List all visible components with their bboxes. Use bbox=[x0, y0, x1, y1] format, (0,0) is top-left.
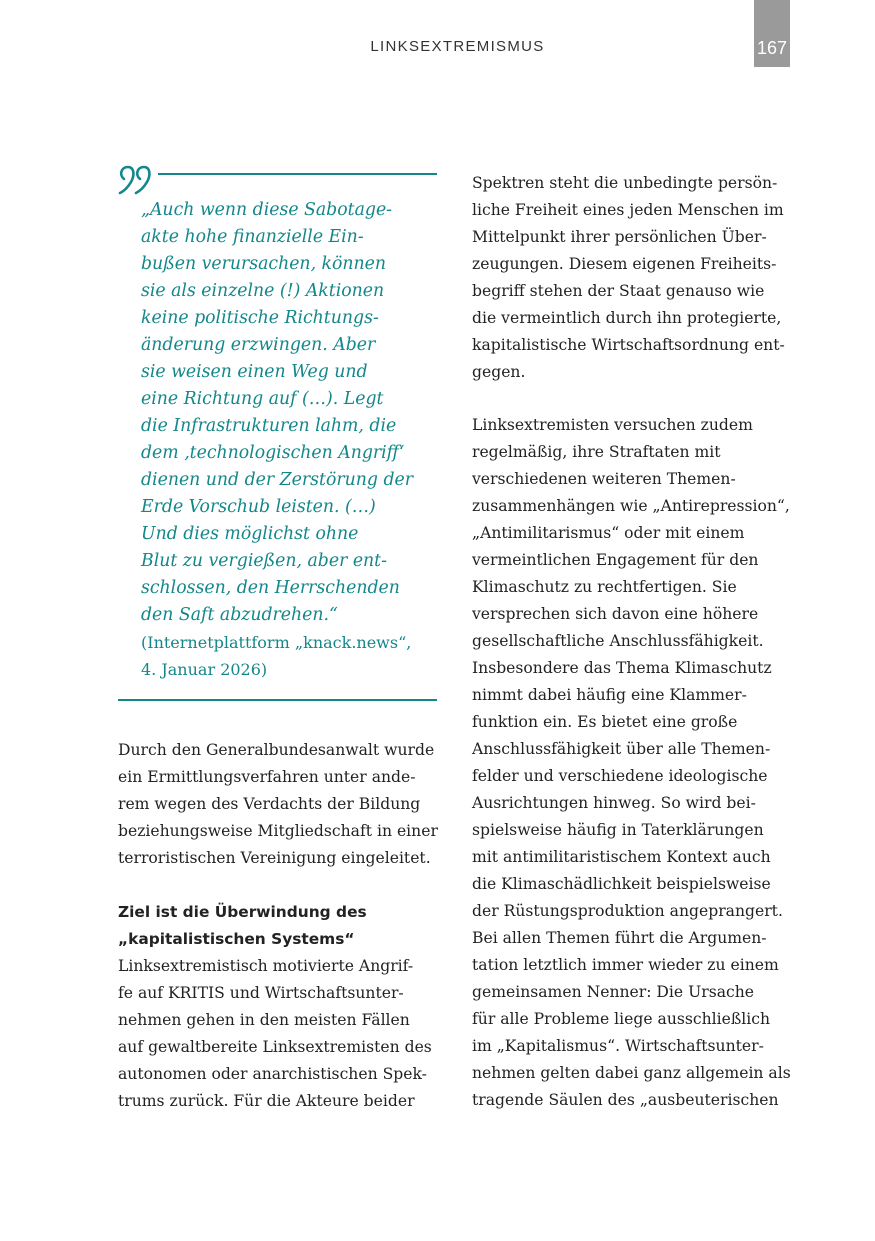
quote-line: Erde Vorschub leisten. (…) bbox=[141, 497, 376, 517]
text-line: rem wegen des Verdachts der Bildung bbox=[118, 795, 421, 813]
text-line: autonomen oder anarchistischen Spek- bbox=[118, 1065, 427, 1083]
quote-line: keine politische Richtungs- bbox=[141, 308, 379, 328]
quote-top-rule bbox=[158, 173, 437, 175]
text-line: gemeinsamen Nenner: Die Ursache bbox=[472, 983, 754, 1001]
quote-line: akte hohe finanzielle Ein- bbox=[141, 227, 364, 247]
text-line: Linksextremistisch motivierte Angrif- bbox=[118, 957, 414, 975]
quote-line: sie als einzelne (!) Aktionen bbox=[141, 281, 385, 301]
text-line: nehmen gelten dabei ganz allgemein als bbox=[472, 1064, 791, 1082]
page-number: 167 bbox=[756, 38, 788, 58]
text-line: trums zurück. Für die Akteure beider bbox=[118, 1092, 415, 1110]
quote-line: änderung erzwingen. Aber bbox=[141, 335, 376, 355]
quote-source-line: (Internetplattform „knack.news“, bbox=[141, 633, 412, 652]
text-line: Anschlussfähigkeit über alle Themen- bbox=[472, 740, 771, 758]
quote-line: die Infrastrukturen lahm, die bbox=[141, 416, 397, 436]
text-line: mit antimilitaristischem Kontext auch bbox=[472, 848, 771, 866]
text-line: „Antimilitarismus“ oder mit einem bbox=[472, 524, 745, 542]
text-line: nehmen gehen in den meisten Fällen bbox=[118, 1011, 410, 1029]
quote-line: dienen und der Zerstörung der bbox=[141, 470, 413, 490]
text-line: die Klimaschädlichkeit beispielsweise bbox=[472, 875, 771, 893]
text-line: im „Kapitalismus“. Wirtschaftsunter- bbox=[472, 1037, 764, 1055]
quote-line: bußen verursachen, können bbox=[141, 254, 387, 274]
quote-source-line: 4. Januar 2026) bbox=[141, 660, 268, 679]
text-line: Insbesondere das Thema Klimaschutz bbox=[472, 659, 772, 677]
text-line: gegen. bbox=[472, 363, 526, 381]
text-line: zeugungen. Diesem eigenen Freiheits- bbox=[472, 255, 777, 273]
text-line: ein Ermittlungsverfahren unter ande- bbox=[118, 768, 416, 786]
text-line: kapitalistische Wirtschaftsordnung ent- bbox=[472, 336, 785, 354]
quote-text bbox=[141, 197, 431, 629]
text-line: Bei allen Themen führt die Argumen- bbox=[472, 929, 767, 947]
text-line: Klimaschutz zu rechtfertigen. Sie bbox=[472, 578, 737, 596]
quote-line: Blut zu vergießen, aber ent- bbox=[141, 551, 387, 571]
quote-line: „Auch wenn diese Sabotage- bbox=[141, 200, 393, 220]
text-line: tragende Säulen des „ausbeuterischen bbox=[472, 1091, 779, 1109]
text-line: Ausrichtungen hinweg. So wird bei- bbox=[472, 794, 756, 812]
text-line: die vermeintlich durch ihn protegierte, bbox=[472, 309, 782, 327]
text-line: spielsweise häufig in Taterklärungen bbox=[472, 821, 764, 839]
quote-source bbox=[141, 629, 431, 683]
text-line: versprechen sich davon eine höhere bbox=[472, 605, 759, 623]
text-line: beziehungsweise Mitgliedschaft in einer bbox=[118, 822, 438, 840]
section-heading bbox=[118, 899, 438, 953]
text-line: auf gewaltbereite Linksextremisten des bbox=[118, 1038, 432, 1056]
text-line: Durch den Generalbundesanwalt wurde bbox=[118, 741, 435, 759]
text-line: Spektren steht die unbedingte persön- bbox=[472, 174, 778, 192]
quote-line: den Saft abzudrehen.“ bbox=[141, 605, 338, 625]
text-line: fe auf KRITIS und Wirtschaftsunter- bbox=[118, 984, 404, 1002]
quote-line: Und dies möglichst ohne bbox=[141, 524, 359, 544]
text-line: terroristischen Vereinigung eingeleitet. bbox=[118, 849, 431, 867]
page-number-tab bbox=[754, 0, 790, 67]
text-line: begriff stehen der Staat genauso wie bbox=[472, 282, 765, 300]
quote-line: schlossen, den Herrschenden bbox=[141, 578, 400, 598]
text-line: felder und verschiedene ideologische bbox=[472, 767, 768, 785]
quote-line: dem ‚technologischen Angriff‘ bbox=[141, 443, 405, 463]
quote-bottom-rule bbox=[118, 699, 437, 701]
quotation-mark-icon bbox=[118, 160, 158, 196]
right-paragraph-1 bbox=[472, 170, 790, 386]
left-paragraph-1 bbox=[118, 737, 438, 872]
text-line: tation letztlich immer wieder zu einem bbox=[472, 956, 779, 974]
text-line: nimmt dabei häufig eine Klammer- bbox=[472, 686, 747, 704]
text-line: Mittelpunkt ihrer persönlichen Über- bbox=[472, 228, 767, 246]
text-line: gesellschaftliche Anschlussfähigkeit. bbox=[472, 632, 764, 650]
heading-line: Ziel ist die Überwindung des bbox=[118, 903, 367, 921]
text-line: der Rüstungsproduktion angeprangert. bbox=[472, 902, 783, 920]
quote-line: sie weisen einen Weg und bbox=[141, 362, 368, 382]
text-line: verschiedenen weiteren Themen- bbox=[472, 470, 736, 488]
quote-line: eine Richtung auf (…). Legt bbox=[141, 389, 384, 409]
text-line: liche Freiheit eines jeden Menschen im bbox=[472, 201, 784, 219]
text-line: regelmäßig, ihre Straftaten mit bbox=[472, 443, 721, 461]
left-paragraph-2 bbox=[118, 953, 438, 1115]
text-line: funktion ein. Es bietet eine große bbox=[472, 713, 738, 731]
running-title: LINKSEXTREMISMUS bbox=[370, 38, 545, 55]
text-line: zusammenhängen wie „Antirepression“, bbox=[472, 497, 790, 515]
text-line: für alle Probleme liege ausschließlich bbox=[472, 1010, 771, 1028]
text-line: vermeintlichen Engagement für den bbox=[472, 551, 759, 569]
heading-line: „kapitalistischen Systems“ bbox=[118, 930, 355, 948]
right-paragraph-2 bbox=[472, 412, 790, 1114]
text-line: Linksextremisten versuchen zudem bbox=[472, 416, 753, 434]
